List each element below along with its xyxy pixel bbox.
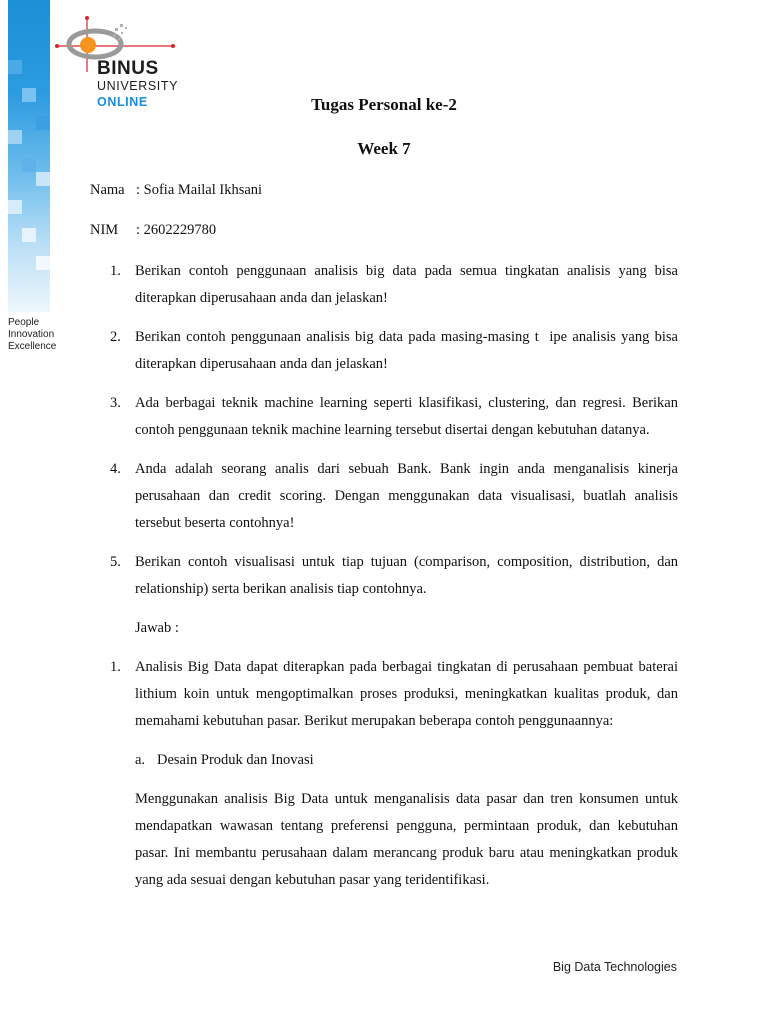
question-item: [90, 324, 682, 378]
answer-text: Analisis Big Data dapat diterapkan pada berbagai tingkatan di perusahaan pembuat baterai lithium koin untuk mengoptimalkan proses produksi, meningkatkan kualitas produk, dan memahami kebutuhan pasar. Berikut merupakan beberapa contoh penggunaannya:: [135, 659, 678, 729]
question-text: Ada berbagai teknik machine learning seperti klasifikasi, clustering, dan regresi. Berikan contoh penggunaan teknik machine learning tersebut disertai dengan kebutuhan datanya.: [135, 395, 678, 438]
meta-label: Nama: [90, 182, 125, 198]
question-number: 1.: [110, 263, 121, 279]
question-item: [90, 390, 678, 444]
meta-nim: [90, 222, 216, 239]
tagline-line: Innovation: [8, 329, 55, 340]
question-text: Anda adalah seorang analis dari sebuah Bank. Bank ingin anda menganalisis kinerja perusahaan dan credit scoring. Dengan menggunakan data visualisasi, buatlah analisis tersebut beserta contohnya!: [135, 461, 678, 531]
tagline-line: People: [8, 317, 40, 328]
document-body: [90, 258, 682, 894]
question-text: Berikan contoh penggunaan analisis big data pada masing-masing t ipe analisis yang bisa diterapkan diperusahaan anda dan jelaskan!: [135, 329, 682, 372]
meta-value: : 2602229780: [136, 222, 217, 238]
answer-subheading: [90, 747, 678, 774]
question-item: [90, 456, 678, 537]
answer-number: 1.: [110, 659, 121, 675]
meta-name: [90, 182, 262, 199]
answer-heading: Jawab :: [135, 620, 179, 636]
logo-brand: BINUS: [97, 58, 159, 79]
question-item: [90, 549, 678, 603]
question-text: Berikan contoh visualisasi untuk tiap tujuan (comparison, composition, distribution, dan relationship) serta berikan analisis tiap contohnya.: [135, 554, 678, 597]
subheading-label: a.: [135, 752, 146, 768]
answer-paragraph: Menggunakan analisis Big Data untuk menganalisis data pasar dan tren konsumen untuk mendapatkan wawasan tentang preferensi pengguna, permintaan produk, dan kebutuhan pasar. Ini membantu perusahaan dalam merancang produk baru atau meningkatkan produk yang ada sesuai dengan kebutuhan pasar yang teridentifikasi.: [135, 791, 678, 888]
answer-item: [90, 654, 678, 735]
question-number: 2.: [110, 329, 121, 345]
meta-label: NIM: [90, 222, 119, 238]
question-number: 3.: [110, 395, 121, 411]
subheading-title: Desain Produk dan Inovasi: [157, 752, 314, 768]
page-footer: Big Data Technologies: [552, 960, 677, 974]
tagline-line: Excellence: [8, 341, 57, 352]
logo-university: UNIVERSITY: [97, 79, 179, 93]
question-list: [90, 258, 682, 603]
question-number: 4.: [110, 461, 121, 477]
question-number: 5.: [110, 554, 121, 570]
document-title: Tugas Personal ke-2: [311, 95, 457, 114]
tagline: [8, 317, 56, 353]
question-item: [90, 258, 678, 312]
meta-value: : Sofia Mailal Ikhsani: [136, 182, 263, 198]
question-text: Berikan contoh penggunaan analisis big data pada semua tingkatan analisis yang bisa diterapkan diperusahaan anda dan jelaskan!: [135, 263, 678, 306]
document-subtitle: Week 7: [357, 139, 411, 158]
logo-online: ONLINE: [97, 95, 148, 109]
